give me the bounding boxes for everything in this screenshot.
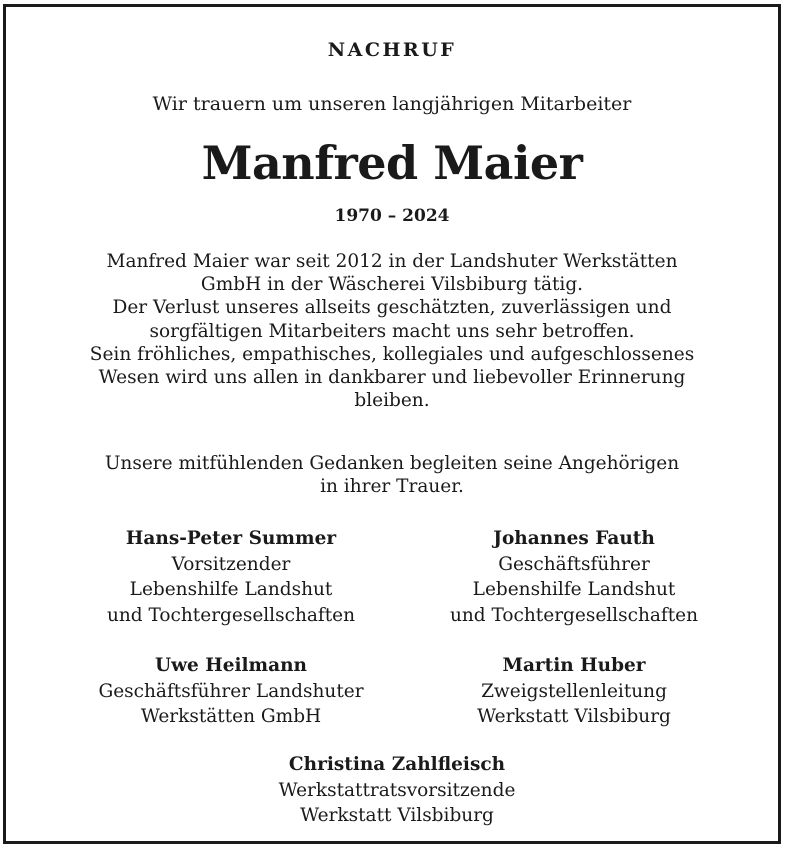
condolence-text: [26, 452, 758, 498]
tribute-line: bleiben.: [354, 390, 430, 412]
tribute-line: GmbH in der Wäscherei Vilsbiburg tätig.: [200, 274, 584, 296]
signatory-name: Christina Zahlfleisch: [288, 754, 506, 775]
tribute-line: Sein fröhliches, empathisches, kollegiales und aufgeschlossenes: [89, 343, 695, 365]
signatory-role: Werkstattratsvorsitzende: [278, 779, 516, 801]
signatory-name: Hans-Peter Summer: [125, 528, 337, 549]
signatory-name: Johannes Fauth: [493, 528, 655, 549]
signatory-role: Werkstätten GmbH: [140, 706, 322, 727]
signatory-role: und Tochtergesellschaften: [106, 604, 356, 626]
intro-line: Wir trauern um unseren langjährigen Mitarbeiter: [152, 93, 632, 115]
tribute-text: [26, 250, 758, 412]
signatory-role: Werkstatt Vilsbiburg: [300, 805, 494, 826]
signatory-martin-huber: [389, 653, 759, 730]
signatory-uwe-heilmann: [46, 653, 416, 730]
obituary-notice: [3, 4, 781, 844]
tribute-line: Wesen wird uns allen in dankbarer und liebevoller Erinnerung: [98, 367, 686, 389]
signatory-christina-zahlfleisch: [212, 752, 582, 829]
signatory-role: Lebenshilfe Landshut: [472, 579, 676, 600]
tribute-line: Manfred Maier war seit 2012 in der Landshuter Werkstätten: [106, 251, 678, 272]
tribute-line: Der Verlust unseres allseits geschätzten, zuverlässigen und: [112, 297, 672, 319]
condolence-line: Unsere mitfühlenden Gedanken begleiten seine Angehörigen: [104, 453, 680, 474]
tribute-line: sorgfältigen Mitarbeiters macht uns sehr betroffen.: [149, 320, 635, 342]
condolence-line: in ihrer Trauer.: [320, 476, 464, 498]
deceased-name: Manfred Maier: [201, 136, 583, 190]
notice-heading: NACHRUF: [327, 39, 457, 61]
signatory-role: Geschäftsführer: [498, 553, 650, 575]
signatory-role: Lebenshilfe Landshut: [129, 579, 333, 600]
signatory-name: Uwe Heilmann: [154, 655, 308, 676]
signatory-role: und Tochtergesellschaften: [449, 604, 699, 626]
signatory-name: Martin Huber: [502, 655, 646, 676]
signatory-role: Geschäftsführer Landshuter: [98, 680, 364, 702]
signatory-role: Werkstatt Vilsbiburg: [477, 706, 671, 727]
signatory-role: Vorsitzender: [171, 553, 291, 575]
life-years: 1970 – 2024: [334, 206, 450, 226]
signatory-role: Zweigstellenleitung: [481, 680, 667, 702]
signatory-hans-peter-summer: [46, 526, 416, 628]
signatory-johannes-fauth: [389, 526, 759, 628]
